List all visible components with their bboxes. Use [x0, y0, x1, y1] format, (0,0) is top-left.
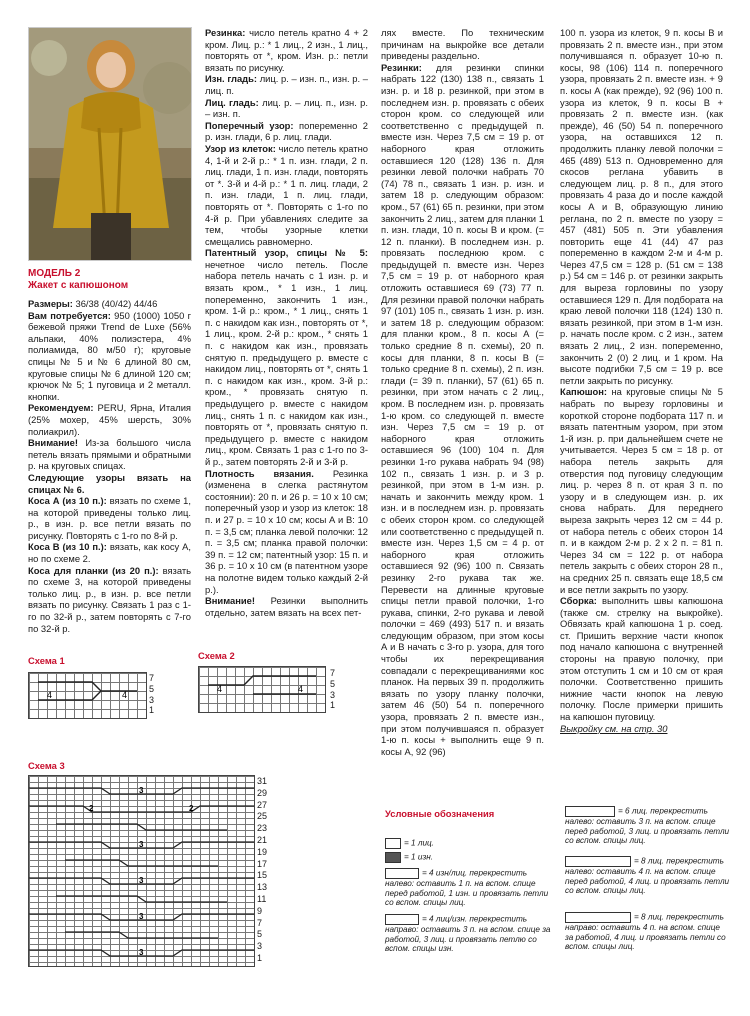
- cross-left-8-icon: [565, 856, 631, 867]
- cable-a: Коса А (из 10 п.): вязать по схеме 1, на которой приведены только лиц. р., в изн. р. все петли вязать по рисунку. Повторять с 1-го по 8-й р.: [28, 495, 191, 541]
- legend-cross-right-8: = 8 лиц. перекрестить направо: оставить 4 п. на вспом. спице за работой, 4 лиц. и провязать петли со вспом. спицы лиц.: [565, 912, 726, 952]
- check-pattern: Узор из клеток: число петель кратно 4, 1-й и 2-й р.: * 1 п. изн. глади, 2 п. лиц. глади, 1 п. изн. глади, повторять от *. 3-й и 4-й р.: * 1 п. лиц. глади, 2 п. изн. глади, 1 п. лиц. глади, повторять от *. Повторять с 1-го по 4-й р. При убавлениях следите за тем, чтобы узорные клетки смещались равномерно.: [205, 142, 368, 247]
- scheme-2-cables: [199, 667, 325, 712]
- rib-pattern: Резинка: число петель кратно 4 + 2 кром. Лиц. р.: * 1 лиц., 2 изн., 1 лиц., повторять от *, кром. Изн. р.: петли вязать по рисунку.: [205, 27, 368, 73]
- legend-cross-left-4: = 4 изн/лиц. перекрестить налево: оставить 1 п. на вспом. спице перед работой, 1 изн. и провязать петли со вспом. спицы лиц.: [385, 868, 549, 908]
- assembly-section: Сборка: выполнить швы капюшона (также см. стрелку на выкройке). Обвязать край капюшона 1 р. соед. ст. Пришить верхние части кнопок под начало капюшона с внутренней стороны на правую полочку, при этом отступить 1 см и 10 см от края полочки. Соответственно пришить нижние части кнопок на левую полочку. После примерки пришить на капюшон пуговицу.: [560, 595, 723, 723]
- sizes: Размеры: 36/38 (40/42) 44/46: [28, 298, 158, 309]
- scheme-3-cell-f: 3: [139, 912, 144, 921]
- model-photo: [28, 27, 192, 261]
- scheme-2-title: Схема 2: [198, 650, 235, 661]
- scheme-3-cell-g: 3: [139, 948, 144, 957]
- cable-b: Коса В (из 10 п.): вязать, как косу А, но по схеме 2.: [28, 541, 191, 565]
- scheme-1-title: Схема 1: [28, 655, 65, 666]
- scheme-1-cell-4b: 4: [122, 690, 128, 700]
- stockinette-pattern: Лиц. гладь: лиц. р. – лиц. п., изн. р. – изн. п.: [205, 96, 368, 120]
- legend-cross-right-4: = 4 лиц/изн. перекрестить направо: оставить 3 п. на вспом. спице за работой, 3 лиц. и провязать петлю со вспом. спицы изн.: [385, 914, 551, 954]
- cross-left-6-icon: [565, 806, 615, 817]
- model-title: МОДЕЛЬ 2: [28, 268, 81, 279]
- ribs-section: Резинки: для резинки спинки набрать 122 (130) 138 п., связать 1 изн. р. и 18 р. резинкой, при этом в последнем изн. р. провязать с обеих сторон кром. со следующей или соответственно с предыдущей п. вместе изн. Через 7,5 см = 19 р. от наборного края отложить оставшиеся 120 (128) 136 п. Для резинки левой полочки набрать 70 (74) 78 п., связать 1 изн. р. изн. и затем 18 р. следующим образом: кром., 57 (61) 65 п. резинки, при этом закончить 2 лиц., затем для планки 1 п. изн. глади, 10 п. косы В и кром. (= 12 п. планки). В последнем изн. р. провязать последнюю кром. с предыдущей п. вместе изн. Через 7,5 см = 19 р. от наборного края отложить оставшиеся 69 (73) 77 п. Для резинки правой полочки набрать 97 (101) 105 п., связать 1 изн. р. изн. и затем 18 р. следующим образом: для планки кром., 8 п. косы А (= только средние 8 п. схемы), 20 п. косы для планки, 8 п. косы В (= только средние 8 п. схемы), 2 п. изн. глади (= 39 п. планки), 57 (61) 65 п. резинки, при этом начать с 2 лиц., кром. В последнем изн. р. провязать 1-ю кром. со следующей п. вместе изн. Через 7,5 см = 19 р. от наборного края отложить оставшиеся 96 (100) 104 п. Для резинки 1-го рукава набрать 94 (98) 102 п., связать 1 изн. р. и 3 р. резинкой, при этом в 1-м изн. р. начать и закончить между кром. 1 изн. и в последнем изн. р. провязать с обеих сторон кром. со следующей или соответственно с предыдущей п. вместе изн. Через 1,5 см = 4 р. от наборного края отложить оставшиеся 92 (96) 100 п. Связать резинку 2-го рукава так же. Перевести на длинные круговые спицы петли правой полочки, 1-го рукава, спинки, 2-го рукава и левой полочки = 469 (493) 517 п. и вязать следующим образом, при этом косы А и В начать с 3-го р. узора, для того чтобы их перекрещивания совпадали с перекрещиваниями кос планок. На первых 39 п. продолжить вязать по узору планку полочки, затем 46 (50) 54 п. поперечного узора, провязать 2 п. вместе изн., при этом получившаяся п. образует 1-ю п. косы + выполнить еще 9 п. косы А, 92 (96): [381, 61, 544, 757]
- scheme-2-cell-4a: 4: [217, 684, 223, 694]
- scheme-3-cell-c: 2: [189, 804, 194, 813]
- scheme-1-rows: 7 5 3 1: [149, 673, 155, 716]
- scheme-3-cell-b: 2: [89, 804, 94, 813]
- cross-left-4-icon: [385, 868, 419, 879]
- legend-title: Условные обозначения: [385, 808, 495, 819]
- patent-pattern: Патентный узор, спицы № 5: нечетное число петель. После набора петель начать с 1 изн. р. и вязать кром., * 1 изн., 1 лиц. попеременно, закончить 1 изн., кром. 1-й р.: кром., * 1 лиц., снять 1 п. с накидом как изн., повторять от *, 1 лиц., кром. 2-й р.: кром., * снять 1 п. с накидом как изн., провязать снятую п. предыдущего р. вместе с накидом лиц., повторять от *, снять 1 п. с накидом как изн., кром. 3-й р.: кром., * провязать снятую п. предыдущего р. вместе с накидом лиц., снять 1 п. с накидом как изн., повторять от *, провязать снятую п. предыдущего р. вместе с накидом лиц., кром. Связать 1 раз с 1-го по 3-й р., затем повторять 2-й и 3-й р.: [205, 247, 368, 467]
- cross-pattern: Поперечный узор: попеременно 2 р. изн. глади, 6 р. лиц. глади.: [205, 119, 368, 143]
- body-continuation: 100 п. узора из клеток, 9 п. косы В и провязать 2 п. вместе изн., при этом получившаяся п. образует 10-ю п. косы, 98 (106) 114 п. поперечного узора, провязать 2 п. вместе изн. + 9 п. косы А (как прежде), 92 (96) 100 п. узора из клеток, 9 п. косы В + провязать 2 п. вместе изн. (как прежде), 46 (50) 54 п. поперечного узора, на оставшихся 12 п. продолжить планку левой полочки = 465 (489) 513 п. Одновременно для скосов реглана убавить в следующем лиц. р. 8 п., для этого провязать 4 раза до и после каждой косы А и В, образующую линию реглана, по 2 п. вместе по узору = 457 (481) 505 п. Эти убавления повторить еще 41 (44) 47 раз попеременно в каждом 2-м и 4-м р. Через 47,5 см = 128 р. (51 см = 138 р.) 54 см = 146 р. от резинки закрыть для выреза горловины по узору оставшиеся 129 п. Для подбората на краю левой полочки 118 (124) 130 п. вязать резинкой, при этом в 1-м изн. р. начать после кром. с 2 изн., затем вязать 2 лиц., 2 изн. попеременно, закончить 2 (0) 2 лиц. и 1 кром. На высоте подгибки 7,5 см = 19 р. все петли закрыть по рисунку.: [560, 27, 723, 386]
- scheme-2-rows: 7 5 3 1: [330, 668, 336, 711]
- legend-cross-left-8: = 8 лиц. перекрестить налево: оставить 4 п. на вспом. спице перед работой, 4 лиц. и провязать петли со вспом. спицы лиц.: [565, 856, 730, 896]
- column-4: [560, 27, 723, 764]
- legend-purl: = 1 изн.: [385, 852, 433, 863]
- scheme-3-rows: 31 29 27 25 23 21 19 17 15 13 11 9 7 5 3 1: [257, 776, 268, 963]
- attention-1: Внимание! Из-за большого числа петель вязать прямыми и обратными р. на круговых спицах.: [28, 437, 191, 472]
- placket-cable: Коса для планки (из 20 п.): вязать по схеме 3, на которой приведены только лиц. р., в изн. р. все петли вязать по рисунку. Связать 1 раз с 1-го по 32-й р., затем повторять с 7-го по 32-й р.: [28, 564, 191, 634]
- density: Плотность вязания. Резинка (изменена в слегка растянутом состоянии): 20 п. и 26 р. = 10 х 10 см; поперечный узор и узор из клеток: 18 п. и 27 р. = 10 х 10 см; косы А и В: 10 п. = 3,5 см; планка левой полочки: 12 п. = 3,5 см; планка правой полочки: 39 п. = 12 см; патентный узор: 15 п. и 36 р. = 10 х 10 см (в патентном узоре на полотне видем только каждый 2-й р.).: [205, 467, 368, 595]
- scheme-3-cell-d: 3: [139, 840, 144, 849]
- cross-right-4-icon: [385, 914, 419, 925]
- scheme-1-cell-4a: 4: [47, 690, 53, 700]
- garter-pattern: Изн. гладь: лиц. р. – изн. п., изн. р. – лиц. п.: [205, 73, 368, 96]
- hood-section: Капюшон: на круговые спицы № 5 набрать по вырезу горловины и короткой стороне подбората 117 п. и вязать патентным узором, при этом 1-й изн. р. при дальнейшем счете не учитывается. Через 5 см = 18 р. от набора петель закрыть для отверстия под пуговицу следующим лиц. р. через 8 п. от края 3 п. по узору и в следующем изн. р. их снова набрать. Для переднего выреза закрыть через 12 см = 44 р. от набора петель с обеих сторон 14 п. и в каждом 2-м р. 2 х 2 п. = 81 п. Через 34 см = 122 р. от набора петель закрыть с обеих сторон 28 п., на средних 25 п. связать еще 18,5 см и все петли закрыть по узору.: [560, 386, 723, 595]
- intro-text: лях вместе. По техническим причинам на выкройке все детали приведены раздельно.: [381, 27, 544, 62]
- attention-2: Внимание! Резинки выполнить отдельно, затем вязать на всех пет-: [205, 595, 368, 618]
- knit-symbol-icon: [385, 838, 401, 849]
- legend-knit: = 1 лиц.: [385, 838, 434, 849]
- column-2: [205, 27, 368, 640]
- model-subtitle: Жакет с капюшоном: [28, 280, 129, 291]
- patterns-heading: Следующие узоры вязать на спицах № 6.: [28, 471, 191, 495]
- column-3: [381, 27, 544, 767]
- cross-right-8-icon: [565, 912, 631, 923]
- scheme-3-cell-e: 3: [139, 876, 144, 885]
- pattern-ref: Выкройку см. на стр. 30: [560, 722, 668, 734]
- scheme-1-grid: [28, 672, 147, 719]
- scheme-1-cables: [29, 673, 146, 718]
- materials: Вам потребуется: 950 (1000) 1050 г бежевой пряжи Trend de Luxe (56% альпаки, 40% полиэстера, 4% полиамида, 80 м/50 г); круговые спицы № 5 и № 6 длиной 80 см, круговые спицы № 6 длиной 120 см; крючок № 5; 1 пуговица и 2 металл. кнопки.: [28, 309, 191, 402]
- column-1: [28, 268, 191, 640]
- purl-symbol-icon: [385, 852, 401, 863]
- model-photo-illustration: [29, 28, 191, 260]
- recommend: Рекомендуем: PERU, Ярна, Италия (25% мохер, 45% шерсть, 30% полиакрил).: [28, 402, 191, 437]
- scheme-2-grid: [198, 666, 326, 713]
- scheme-2-cell-4b: 4: [298, 684, 304, 694]
- scheme-3-cell-a: 3: [139, 786, 144, 795]
- legend-cross-left-6: = 6 лиц. перекрестить налево: оставить 3 п. на вспом. спице перед работой, 3 лиц. и провязать петли со вспом. спицы лиц.: [565, 806, 730, 846]
- scheme-3-cables: [29, 776, 254, 966]
- scheme-3-title: Схема 3: [28, 760, 65, 771]
- scheme-3-grid: [28, 775, 255, 967]
